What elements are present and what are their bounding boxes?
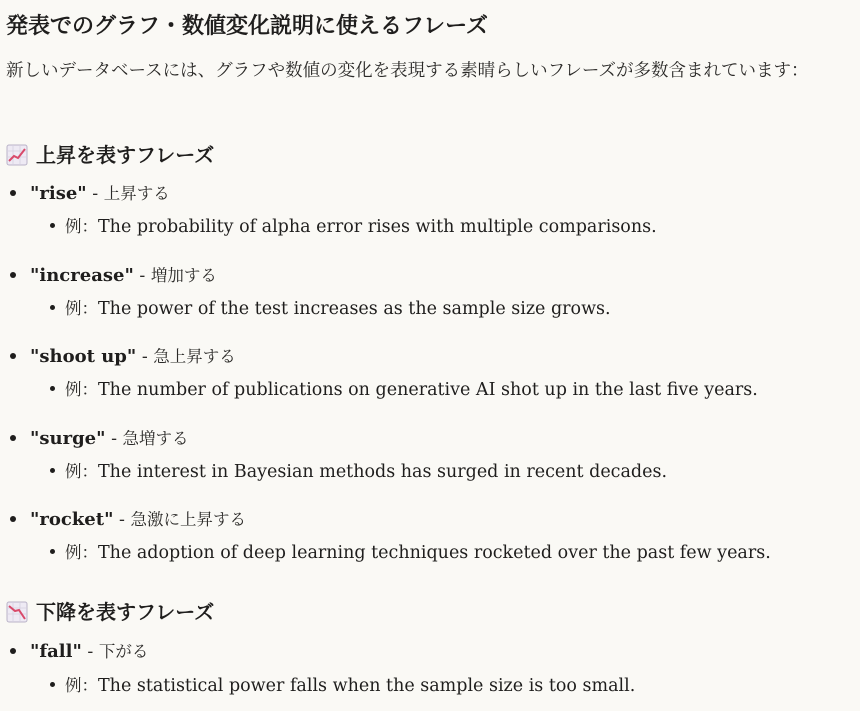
phrase-term: "rocket" [30,509,114,530]
phrase-term: "surge" [30,428,106,449]
list-item [6,263,217,289]
section-heading-text: 下降を表すフレーズ [36,600,215,624]
phrase-meaning: 急激に上昇する [130,510,246,529]
intro-paragraph: 新しいデータベースには、グラフや数値の変化を表現する素晴らしいフレーズが多数含まれています： [6,61,809,81]
sub-bullet [50,223,55,228]
list-item [6,344,236,370]
list-item [6,181,170,207]
list-item [6,639,148,665]
phrase-meaning: 急増する [122,429,189,448]
example-label: 例： [65,676,98,695]
section-heading-fall [6,598,214,626]
example-text: The statistical power falls when the sample size is too small. [98,676,636,696]
example-text: The power of the test increases as the sample size grows. [98,299,611,319]
bullet [10,516,16,522]
chart-increasing-icon [6,144,28,166]
separator: - [86,184,104,204]
example-label: 例： [65,462,98,481]
example-label: 例： [65,299,98,318]
example-item [50,459,667,485]
phrase-term: "fall" [30,641,82,662]
bullet [10,353,16,359]
example-item [50,296,611,322]
example-text: The adoption of deep learning techniques rocketed over the past few years. [98,543,771,563]
example-text: The probability of alpha error rises with multiple comparisons. [98,217,657,237]
bullet [10,435,16,441]
chart-decreasing-icon [6,601,28,623]
sub-bullet [50,305,55,310]
example-label: 例： [65,217,98,236]
example-text: The number of publications on generative AI shot up in the last five years. [98,380,758,400]
list-item [6,507,246,533]
sub-bullet [50,468,55,473]
bullet [10,272,16,278]
phrase-term: "shoot up" [30,346,137,367]
sub-bullet [50,386,55,391]
separator: - [136,347,154,367]
example-item [50,214,657,240]
phrase-meaning: 上昇する [103,184,170,203]
example-label: 例： [65,543,98,562]
example-item [50,540,771,566]
bullet [10,648,16,654]
phrase-meaning: 急上昇する [153,347,236,366]
sub-bullet [50,682,55,687]
phrase-meaning: 下がる [98,642,149,661]
phrase-term: "increase" [30,265,134,286]
separator: - [105,429,123,449]
separator: - [81,642,99,662]
phrase-meaning: 増加する [150,266,217,285]
separator: - [133,266,151,286]
section-heading-rise [6,141,214,169]
example-item [50,673,635,699]
bullet [10,190,16,196]
example-label: 例： [65,380,98,399]
phrase-term: "rise" [30,183,87,204]
list-item [6,426,189,452]
sub-bullet [50,549,55,554]
section-heading-text: 上昇を表すフレーズ [36,143,215,167]
example-text: The interest in Bayesian methods has surged in recent decades. [98,462,668,482]
page-title: 発表でのグラフ・数値変化説明に使えるフレーズ [6,13,489,39]
example-item [50,377,758,403]
separator: - [113,510,131,530]
